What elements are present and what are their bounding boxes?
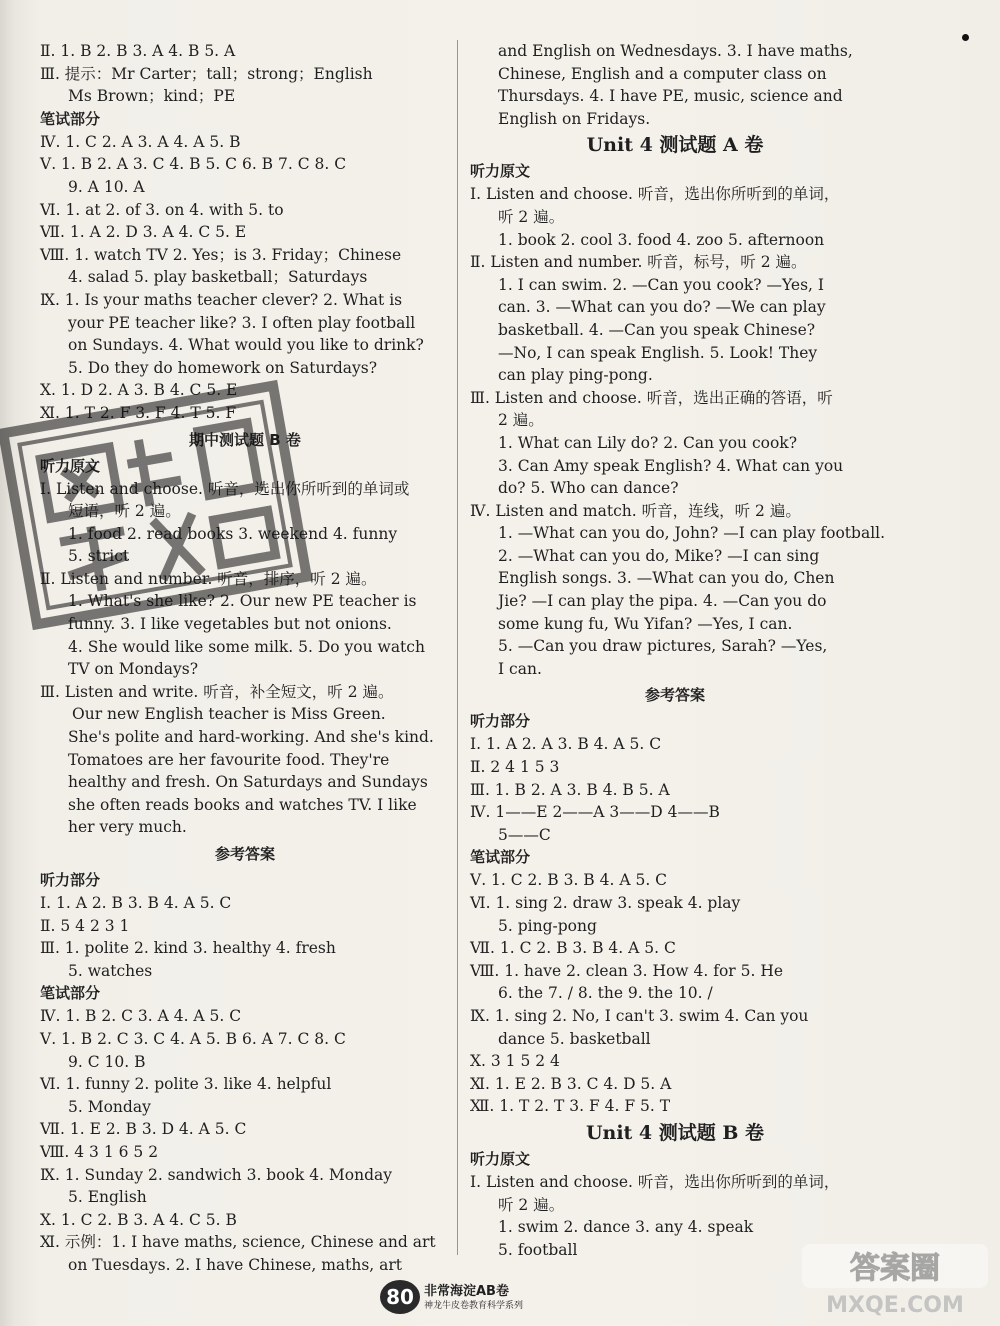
right-column-line: Ⅳ. 1——E 2——A 3——D 4——B <box>470 803 720 822</box>
left-column-line: Ⅲ. 提示：Mr Carter；tall；strong；English <box>40 64 373 83</box>
right-column-line: Ⅶ. 1. C 2. B 3. B 4. A 5. C <box>470 939 676 958</box>
left-column-line: Ms Brown；kind；PE <box>68 87 236 106</box>
left-column-line: Ⅷ. 1. watch TV 2. Yes；is 3. Friday；Chinese <box>40 245 402 264</box>
left-column-line: She's polite and hard-working. And she's kind. <box>68 728 434 747</box>
left-column-line: 参考答案 <box>214 845 275 863</box>
right-column-line: 5. football <box>498 1240 578 1259</box>
right-column-line: Ⅴ. 1. C 2. B 3. B 4. A 5. C <box>470 871 668 890</box>
left-column-line: 5. watches <box>68 961 153 980</box>
right-column-line: 1. book 2. cool 3. food 4. zoo 5. afternoon <box>498 230 825 249</box>
left-column-line: Ⅹ. 1. D 2. A 3. B 4. C 5. E <box>40 381 238 400</box>
right-column-line: Chinese, English and a computer class on <box>498 64 827 83</box>
right-column-line: 听力部分 <box>470 712 531 731</box>
left-column-line: 4. She would like some milk. 5. Do you watch <box>68 637 425 656</box>
column-divider <box>457 40 458 1255</box>
left-column-line: her very much. <box>68 818 187 837</box>
right-column-line: English on Fridays. <box>498 109 651 128</box>
left-column-line: funny. 3. I like vegetables but not onions. <box>68 615 392 634</box>
right-column-line: 5——C <box>498 825 551 844</box>
right-column-line: —No, I can speak English. 5. Look! They <box>498 343 818 362</box>
right-column-line: 笔试部分 <box>470 848 531 867</box>
right-column-line: Ⅰ. 1. A 2. A 3. B 4. A 5. C <box>470 735 662 754</box>
right-column-line: Ⅲ. Listen and choose. 听音，选出正确的答语，听 <box>470 388 833 407</box>
right-column-line: Unit 4 测试题 B 卷 <box>585 1121 765 1144</box>
left-column-line: Ⅶ. 1. A 2. D 3. A 4. C 5. E <box>40 223 247 242</box>
left-column-line: 5. Do they do homework on Saturdays? <box>68 358 378 377</box>
left-column-line: Ⅶ. 1. E 2. B 3. D 4. A 5. C <box>40 1120 247 1139</box>
right-column-line: 5. —Can you draw pictures, Sarah? —Yes, <box>498 637 828 656</box>
right-column-line: 听 2 遍。 <box>498 1195 565 1214</box>
right-column-line: can play ping-pong. <box>498 366 653 385</box>
left-column-line: Ⅱ. 1. B 2. B 3. A 4. B 5. A <box>40 42 236 60</box>
left-column-line: TV on Mondays? <box>68 660 199 679</box>
right-column-line: Jie? —I can play the pipa. 4. —Can you do <box>498 592 827 611</box>
left-column-line: Ⅹ. 1. C 2. B 3. A 4. C 5. B <box>40 1210 237 1229</box>
left-column-line: Ⅰ. Listen and choose. 听音，选出你所听到的单词或 <box>40 479 410 498</box>
right-column-line: English songs. 3. —What can you do, Chen <box>498 569 835 588</box>
svg-text:答案圈: 答案圈 <box>850 1251 940 1286</box>
left-column <box>40 40 450 1277</box>
left-column-line: she often reads books and watches TV. I like <box>68 795 417 814</box>
right-column-line: 1. swim 2. dance 3. any 4. speak <box>498 1218 754 1237</box>
right-column-line: Ⅱ. 2 4 1 5 3 <box>470 758 560 777</box>
right-column-line: Ⅹ. 3 1 5 2 4 <box>470 1052 560 1071</box>
left-column-line: 9. A 10. A <box>68 177 145 196</box>
left-column-line: Ⅺ. 1. T 2. F 3. F 4. T 5. F <box>40 403 237 422</box>
right-column-line: and English on Wednesdays. 3. I have maths, <box>498 42 853 60</box>
left-column-line: Ⅳ. 1. C 2. A 3. A 4. A 5. B <box>40 132 241 151</box>
left-column-line: 短语，听 2 遍。 <box>68 502 181 521</box>
left-column-line: 9. C 10. B <box>68 1052 146 1071</box>
left-column-line: 笔试部分 <box>40 984 101 1003</box>
right-column-line: Ⅳ. Listen and match. 听音，连线，听 2 遍。 <box>470 501 801 520</box>
right-column-line: Ⅸ. 1. sing 2. No, I can't 3. swim 4. Can you <box>470 1006 809 1025</box>
left-column-line: 笔试部分 <box>40 109 101 128</box>
right-column-line: 参考答案 <box>644 686 705 705</box>
left-column-line: Tomatoes are her favourite food. They're <box>68 750 390 769</box>
left-column-line: 5. English <box>68 1188 147 1207</box>
right-column-line: I can. <box>498 659 542 678</box>
page-number: 80 <box>380 1280 420 1314</box>
left-column-line: 听力部分 <box>40 871 101 889</box>
right-column-line: 1. What can Lily do? 2. Can you cook? <box>498 433 798 452</box>
left-column-line: Ⅴ. 1. B 2. A 3. C 4. B 5. C 6. B 7. C 8. C <box>40 155 347 174</box>
left-column-line: 1. What's she like? 2. Our new PE teacher is <box>68 592 417 611</box>
footer-subtitle: 神龙牛皮卷教育科学系列 <box>424 1301 524 1311</box>
left-column-line: Our new English teacher is Miss Green. <box>72 705 386 724</box>
right-column-line: 听力原文 <box>470 162 531 181</box>
left-column-line: Ⅳ. 1. B 2. C 3. A 4. A 5. C <box>40 1007 242 1026</box>
left-column-line: your PE teacher like? 3. I often play football <box>68 313 416 332</box>
right-column-line: 1. I can swim. 2. —Can you cook? —Yes, I <box>498 275 825 294</box>
left-column-line: 1. food 2. read books 3. weekend 4. funny <box>68 524 398 543</box>
left-column-line: Ⅲ. 1. polite 2. kind 3. healthy 4. fresh <box>40 939 336 958</box>
right-column-line: do? 5. Who can dance? <box>498 479 679 498</box>
left-column-line: 听力原文 <box>40 456 101 475</box>
left-column-line: Ⅸ. 1. Sunday 2. sandwich 3. book 4. Monday <box>40 1165 393 1184</box>
left-column-line: Ⅺ. 示例：1. I have maths, science, Chinese and art <box>40 1233 436 1252</box>
left-column-line: Ⅸ. 1. Is your maths teacher clever? 2. What is <box>40 290 403 309</box>
left-column-line: Ⅷ. 4 3 1 6 5 2 <box>40 1142 159 1161</box>
left-column-line: 期中测试题 B 卷 <box>189 430 301 449</box>
right-column-line: Ⅰ. Listen and choose. 听音，选出你所听到的单词， <box>470 185 840 204</box>
left-column-line: Ⅴ. 1. B 2. C 3. C 4. A 5. B 6. A 7. C 8. C <box>40 1029 346 1048</box>
right-column-line: 2 遍。 <box>498 411 544 430</box>
right-column-line: Ⅵ. 1. sing 2. draw 3. speak 4. play <box>470 894 741 912</box>
right-column-line: basketball. 4. —Can you speak Chinese? <box>498 320 816 339</box>
left-column-line: on Tuesdays. 2. I have Chinese, maths, art <box>68 1255 403 1274</box>
page-footer <box>380 1280 740 1320</box>
left-column-line: Ⅰ. 1. A 2. B 3. B 4. A 5. C <box>40 894 232 912</box>
left-column-line: Ⅲ. Listen and write. 听音，补全短文，听 2 遍。 <box>40 682 394 701</box>
right-column-line: 6. the 7. / 8. the 9. the 10. / <box>498 984 713 1003</box>
left-column-line: Ⅱ. Listen and number. 听音，排序，听 2 遍。 <box>40 569 377 588</box>
right-column-line: 听力原文 <box>470 1149 531 1168</box>
right-column-line: Ⅺ. 1. E 2. B 3. C 4. D 5. A <box>470 1074 672 1093</box>
left-column-line: 5. Monday <box>68 1097 151 1116</box>
right-column-line: Ⅲ. 1. B 2. A 3. B 4. B 5. A <box>470 780 670 799</box>
right-column-line: Ⅷ. 1. have 2. clean 3. How 4. for 5. He <box>470 961 784 980</box>
right-column-line: Ⅰ. Listen and choose. 听音，选出你所听到的单词， <box>470 1172 840 1191</box>
left-column-line: healthy and fresh. On Saturdays and Sundays <box>68 773 428 792</box>
left-column-line: Ⅵ. 1. at 2. of 3. on 4. with 5. to <box>40 200 284 219</box>
right-column-line: Ⅱ. Listen and number. 听音，标号，听 2 遍。 <box>470 253 807 272</box>
watermark-text: MXQE.COM <box>826 1293 964 1318</box>
right-column-line: Ⅻ. 1. T 2. T 3. F 4. F 5. T <box>470 1097 671 1116</box>
footer-title: 非常海淀AB卷 <box>424 1284 509 1299</box>
right-column-line: 3. Can Amy speak English? 4. What can you <box>498 456 844 475</box>
left-column-line: 4. salad 5. play basketball；Saturdays <box>68 268 368 287</box>
right-column-line: 1. —What can you do, John? —I can play football. <box>498 524 886 543</box>
left-column-line: 5. strict <box>68 547 130 566</box>
left-column-line: Ⅱ. 5 4 2 3 1 <box>40 916 130 935</box>
left-column-line: on Sundays. 4. What would you like to drink? <box>68 336 424 355</box>
right-column <box>470 40 886 1261</box>
answer-book-logo-icon <box>800 1240 990 1320</box>
right-column-line: 2. —What can you do, Mike? —I can sing <box>498 546 820 565</box>
right-column-line: 听 2 遍。 <box>498 207 565 226</box>
corner-dot <box>962 34 969 41</box>
right-column-line: Unit 4 测试题 A 卷 <box>586 134 764 157</box>
right-column-line: some kung fu, Wu Yifan? —Yes, I can. <box>498 614 793 633</box>
right-column-line: can. 3. —What can you do? —We can play <box>498 298 826 317</box>
right-column-line: dance 5. basketball <box>498 1029 651 1048</box>
right-column-line: Thursdays. 4. I have PE, music, science and <box>498 87 843 106</box>
left-column-line: Ⅵ. 1. funny 2. polite 3. like 4. helpful <box>40 1075 332 1094</box>
right-column-line: 5. ping-pong <box>498 916 597 935</box>
